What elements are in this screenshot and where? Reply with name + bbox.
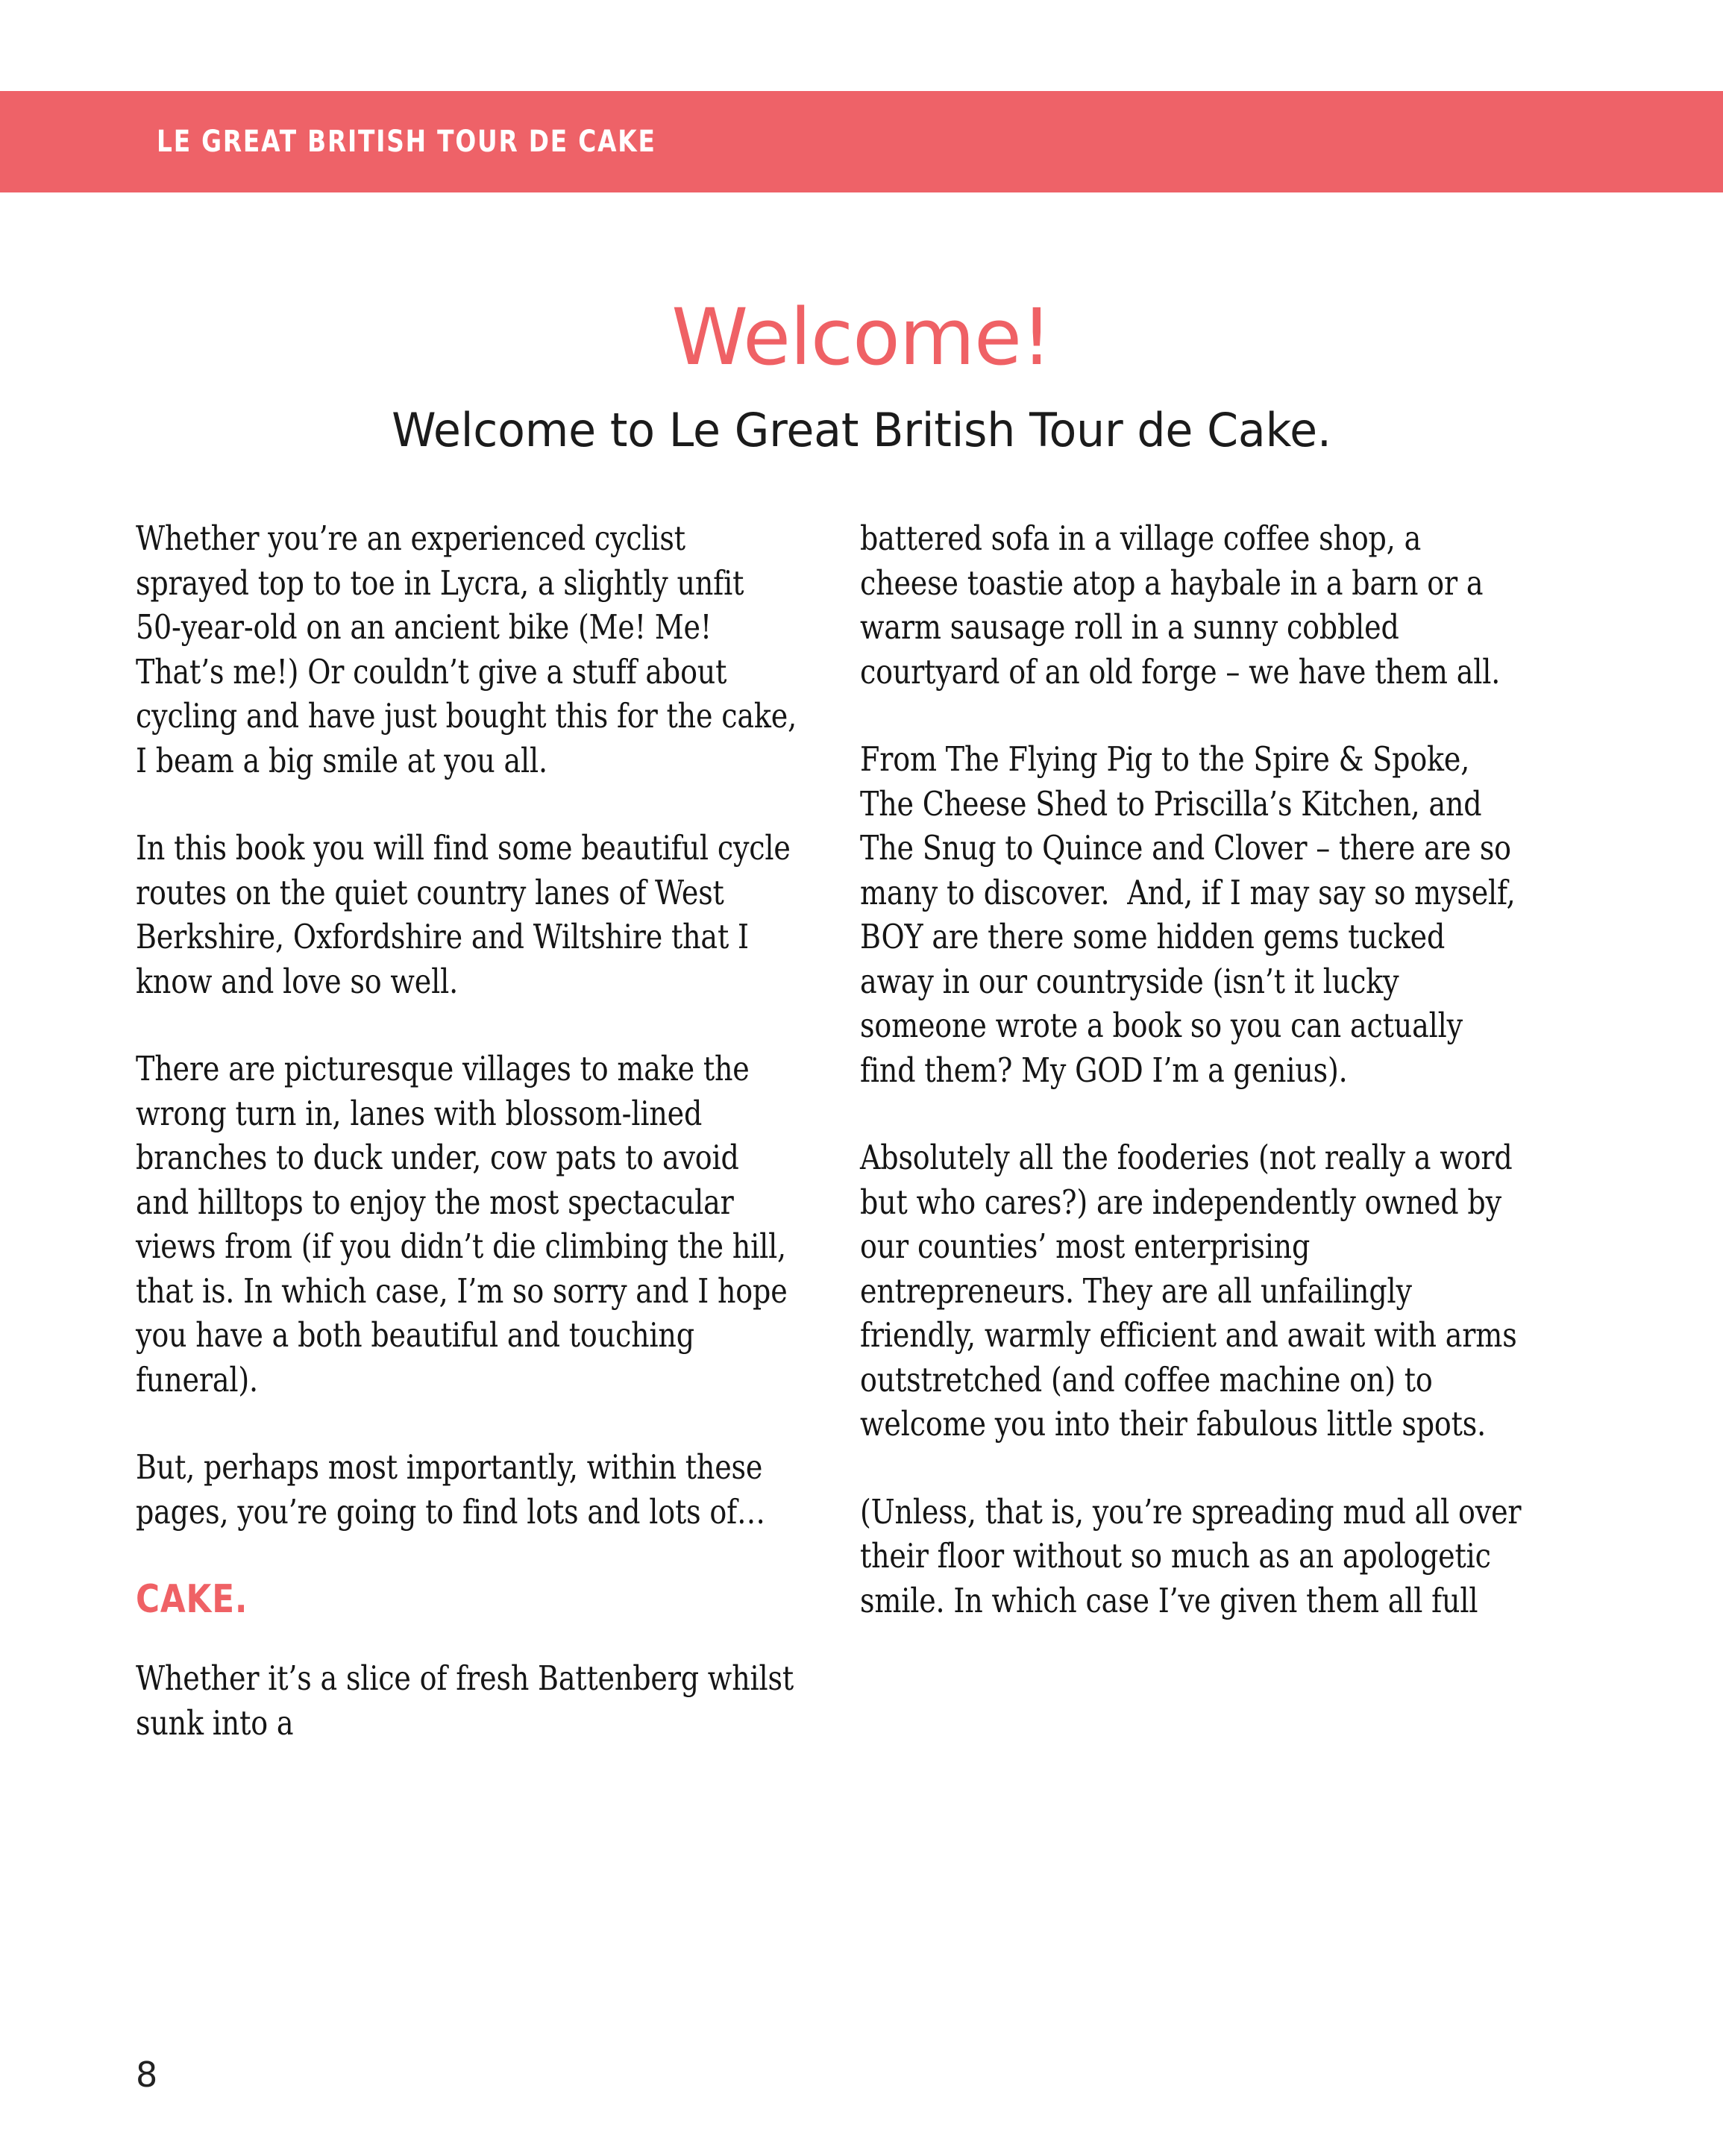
- left-column: [136, 516, 806, 1745]
- body-paragraph: In this book you will find some beautiful cycle routes on the quiet country lanes of West Berkshire, Oxfordshire and Wiltshire that I know and love so well.: [136, 828, 800, 1001]
- cake-section-heading: CAKE.: [136, 1577, 248, 1622]
- body-paragraph: But, perhaps most importantly, within these pages, you’re going to find lots and lots of…: [136, 1447, 772, 1532]
- right-column: [860, 516, 1531, 1623]
- body-paragraph: (Unless, that is, you’re spreading mud all over their floor without so much as an apologetic smile. In which case I’ve given them all full: [860, 1491, 1531, 1620]
- body-columns: [0, 516, 1723, 1993]
- body-paragraph: Absolutely all the fooderies (not really a word but who cares?) are independently owned by our counties’ most enterprising entrepreneurs. They are all unfailingly friendly, warmly efficient and await with arms outstretched (and coffee machine on) to welcome you into their fabulous little spots.: [860, 1138, 1526, 1444]
- page-subtitle: Welcome to Le Great British Tour de Cake.: [392, 403, 1331, 458]
- running-header-title: LE GREAT BRITISH TOUR DE CAKE: [157, 125, 656, 159]
- page-title: Welcome!: [671, 291, 1052, 383]
- body-paragraph: Whether you’re an experienced cyclist sprayed top to toe in Lycra, a slightly unfit 50-year-old on an ancient bike (Me! Me! That’s me!) Or couldn’t give a stuff about cycling and have just bought this for the cake, I beam a big smile at you all.: [136, 518, 806, 780]
- page-number: 8: [136, 2055, 158, 2095]
- body-paragraph: Whether it’s a slice of fresh Battenberg whilst sunk into a: [136, 1658, 803, 1743]
- body-paragraph: From The Flying Pig to the Spire & Spoke, The Cheese Shed to Priscilla’s Kitchen, and The Snug to Quince and Clover – there are so many to discover. And, if I may say so myself, BOY are there some hidden gems tucked away in our countryside (isn’t it lucky someone wrote a book so you can actually find them? My GOD I’m a genius).: [860, 739, 1525, 1090]
- body-paragraph: battered sofa in a village coffee shop, a cheese toastie atop a haybale in a barn or a warm sausage roll in a sunny cobbled courtyard of an old forge – we have them all.: [860, 518, 1501, 692]
- running-header-bar: [0, 91, 1723, 192]
- body-paragraph: There are picturesque villages to make the wrong turn in, lanes with blossom-lined branches to duck under, cow pats to avoid and hilltops to enjoy the most spectacular views from (if you didn’t die climbing the hill, that is. In which case, I’m so sorry and I hope you have a both beautiful and touching funeral).: [136, 1049, 797, 1400]
